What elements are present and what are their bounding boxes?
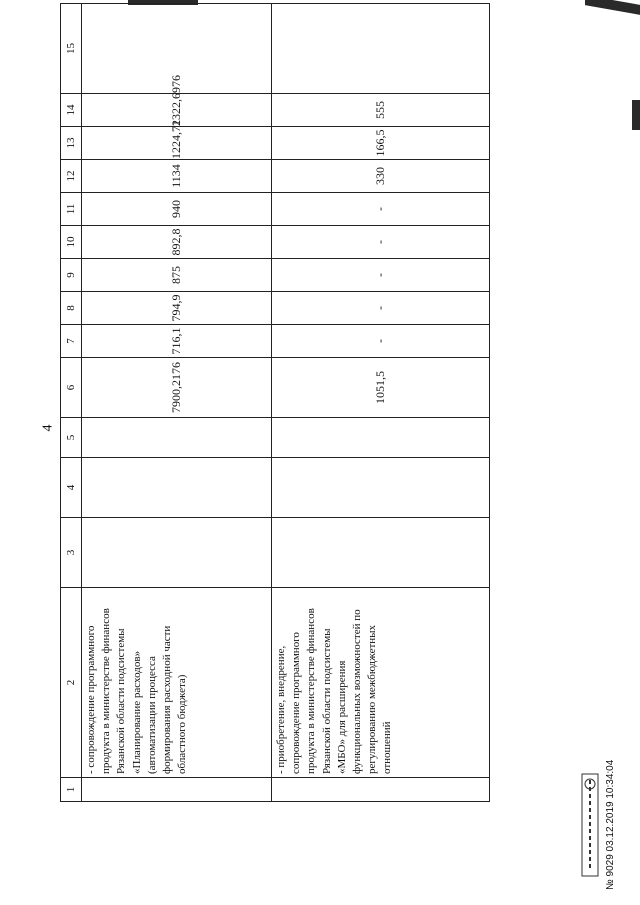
cell-row1-col12: 1134	[82, 160, 272, 193]
cell-row2-col15	[272, 4, 490, 94]
cell-row1-col9: 875	[82, 259, 272, 292]
cell-row1-col10: 892,8	[82, 226, 272, 259]
col-header-9: 9	[61, 259, 82, 292]
cell-row1-col14: 1322,6976	[82, 94, 272, 127]
cell-row2-col12: 330	[272, 160, 490, 193]
cell-row1-col13: 1224,72	[82, 127, 272, 160]
cell-row1-col8: 794,9	[82, 292, 272, 325]
col-header-15: 15	[61, 4, 82, 94]
col-header-3: 3	[61, 518, 82, 588]
col-header-10: 10	[61, 226, 82, 259]
scan-artifact-right-edge	[632, 100, 640, 130]
row2-description: - приобретение, внедрение, сопровождение программного продукта в министерстве финансов Рязанской области подсистемы «МБО» для расширения функциональных возможностей по регулированию межбюджетных отношений	[272, 588, 490, 778]
col-header-2: 2	[61, 588, 82, 778]
cell-row1-col6: 7900,2176	[82, 358, 272, 418]
cell-row2-col8: -	[272, 292, 490, 325]
col-header-7: 7	[61, 325, 82, 358]
col-header-1: 1	[61, 778, 82, 802]
cell-row2-col5	[272, 418, 490, 458]
col-header-5: 5	[61, 418, 82, 458]
page-number: 4	[40, 424, 56, 432]
cell-row1-col11: 940	[82, 193, 272, 226]
cell-row2-col4	[272, 458, 490, 518]
registration-stamp	[605, 620, 621, 890]
cell-row1-col3	[82, 518, 272, 588]
cell-row2-col10: -	[272, 226, 490, 259]
cell-row1-col4	[82, 458, 272, 518]
cell-row2-col1	[272, 778, 490, 802]
col-header-13: 13	[61, 127, 82, 160]
table-row	[272, 4, 490, 802]
row1-description: - сопровождение программного продукта в министерстве финансов Рязанской области подсистемы «Планирование расходов» (автоматизации процесса формирования расходной части областного бюджета)	[82, 588, 272, 778]
cell-row2-col13: 166,5	[272, 127, 490, 160]
cell-row1-col7: 716,1	[82, 325, 272, 358]
cell-row2-col7: -	[272, 325, 490, 358]
col-header-8: 8	[61, 292, 82, 325]
registration-stamp-text: № 9029 03.12.2019 10:34:04	[605, 759, 616, 890]
cell-row1-col1	[82, 778, 272, 802]
cell-row2-col9: -	[272, 259, 490, 292]
header-row	[61, 4, 82, 802]
cell-row2-col14: 555	[272, 94, 490, 127]
cell-row2-col3	[272, 518, 490, 588]
col-header-14: 14	[61, 94, 82, 127]
cell-row1-col5	[82, 418, 272, 458]
budget-table	[60, 3, 490, 802]
col-header-4: 4	[61, 458, 82, 518]
table-row	[82, 4, 272, 802]
budget-table-container	[60, 12, 490, 802]
registry-stamp-logo	[578, 770, 602, 880]
col-header-6: 6	[61, 358, 82, 418]
col-header-12: 12	[61, 160, 82, 193]
cell-row2-col11: -	[272, 193, 490, 226]
cell-row2-col6: 1051,5	[272, 358, 490, 418]
col-header-11: 11	[61, 193, 82, 226]
scan-artifact-top-right	[585, 0, 640, 15]
